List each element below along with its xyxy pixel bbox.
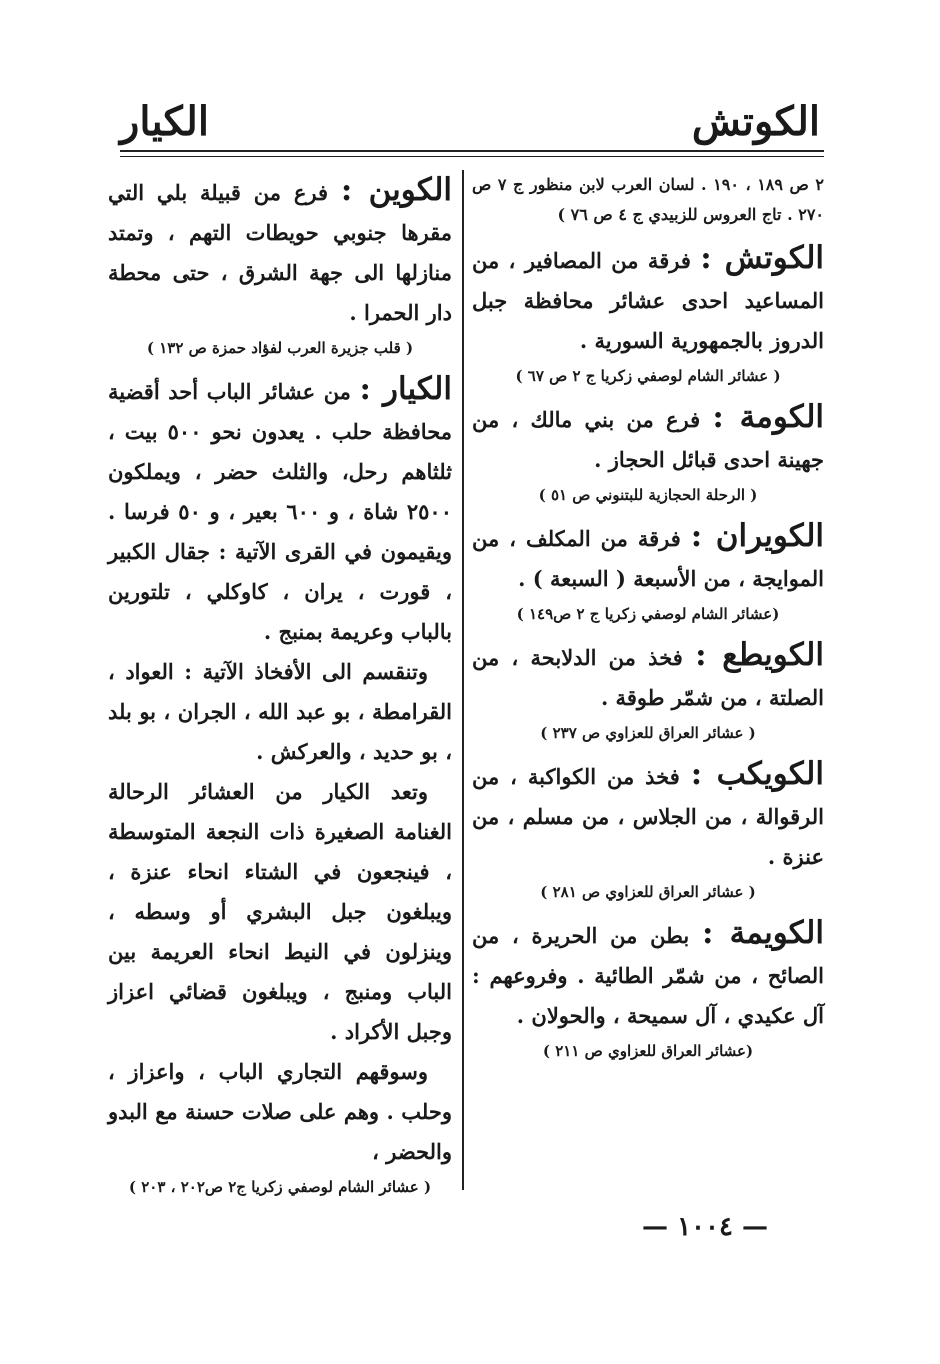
entry-text: فرقة من المكلف ، من الموايجة ، من الأسبعة ( السبعة ) . [472,526,824,591]
entry-source: ( عشائر الشام لوصفي زكريا ج ٢ ص ٦٧ ) [515,367,781,385]
entry-source: ( عشائر العراق للعزاوي ص ٢٣٧ ) [540,724,756,742]
entry-alkuwayma [472,913,824,1036]
entry-head: الكومة : [712,399,825,435]
entry-head: الكويران : [690,518,825,554]
header-rule-thin [120,156,824,157]
right-column [472,170,824,1072]
entry-alkawma [472,397,824,480]
entry-alkayyar [108,369,452,652]
entry-alkuwaytie [472,635,824,718]
entry-alkuwayn [108,170,452,333]
entry-paragraph: وسوقهم التجاري الباب ، واعزاز ، وحلب . وهم على صلات حسنة مع البدو والحضر ، [108,1059,452,1164]
entry-head: الكيار : [359,371,452,407]
entry-head: الكويكب : [690,756,824,792]
entry-paragraph: وتعد الكيار من العشائر الرحالة الغنامة الصغيرة ذات النجعة المتوسطة ، فينجعون في الشتاء انحاء عنزة ، ويبلغون جبل البشري أو وسطه ، وينزلون في النيط انحاء العريمة بين الباب ومنبج ، ويبلغون قضائي اعزاز وجبل الأكراد . [108,779,452,1044]
entry-alkuwaykib [472,754,824,877]
entry-text: فخذ من الكواكبة ، من الرقوالة ، من الجلاس ، من مسلم ، من عنزة . [472,764,824,869]
entry-head: الكوتش : [700,240,824,276]
continued-reference: ٢ ص ١٨٩ ، ١٩٠ . لسان العرب لابن منظور ج ٧ ص ٢٧٠ . تاج العروس للزبيدي ج ٤ ص ٧٦ ) [472,175,824,224]
entry-source: (عشائر الشام لوصفي زكريا ج ٢ ص١٤٩ ) [516,605,780,623]
page-number: — ١٠٠٤ — [642,1212,768,1242]
entry-text: فخذ من الدلابحة ، من الصلتة ، من شمّر طوقة . [472,645,824,710]
left-column [108,170,452,1208]
entry-source: ( عشائر العراق للعزاوي ص ٢٨١ ) [540,883,756,901]
entry-head: الكويمة : [701,915,824,951]
entry-text: فرع من بني مالك ، من جهينة احدى قبائل الحجاز . [472,407,824,472]
entry-head: الكوين : [340,172,452,208]
column-divider [462,170,464,1190]
entry-source: ( قلب جزيرة العرب لفؤاد حمزة ص ١٣٢ ) [146,339,414,357]
header-rule-thick [120,150,824,152]
entry-head: الكويطع : [695,637,824,673]
running-header-right: الكوتش [691,98,820,145]
entry-text: فرع من قبيلة بلي التي مقرها جنوبي حويطات التهم ، وتمتد منازلها الى جهة الشرق ، حتى محطة دار الحمرا . [108,180,452,325]
running-header-left: الكيار [120,98,209,145]
entry-paragraph: وتنقسم الى الأفخاذ الآتية : العواد ، القرامطة ، بو عبد الله ، الجران ، بو بلد ، بو حديد ، والعركش . [108,659,452,764]
entry-source: ( الرحلة الحجازية للبتنوني ص ٥١ ) [538,486,758,504]
entry-text: بطن من الحريرة ، من الصائح ، من شمّر الطائية . وفروعهم : آل عكيدي ، آل سميحة ، والحولان . [472,923,824,1028]
entry-text: فرقة من المصافير ، من المساعيد احدى عشائر محافظة جبل الدروز بالجمهورية السورية . [472,248,824,353]
entry-alkawtash [472,238,824,361]
entry-source: ( عشائر الشام لوصفي زكريا ج٢ ص٢٠٢ ، ٢٠٣ ) [128,1178,432,1196]
entry-alkuwayran [472,516,824,599]
entry-text: من عشائر الباب أحد أقضية محافظة حلب . يعدون نحو ٥٠٠ بيت ، ثلثاهم رحل، والثلث حضر ، ويملكون ٢٥٠٠ شاة ، و ٦٠٠ بعير ، و ٥٠ فرسا . ويقيمون في القرى الآتية : جقال الكبير ، قورت ، يران ، كاوكلي ، تلتورين بالباب وعريمة بمنبج . [108,379,453,644]
entry-source: (عشائر العراق للعزاوي ص ٢١١ ) [542,1042,754,1060]
